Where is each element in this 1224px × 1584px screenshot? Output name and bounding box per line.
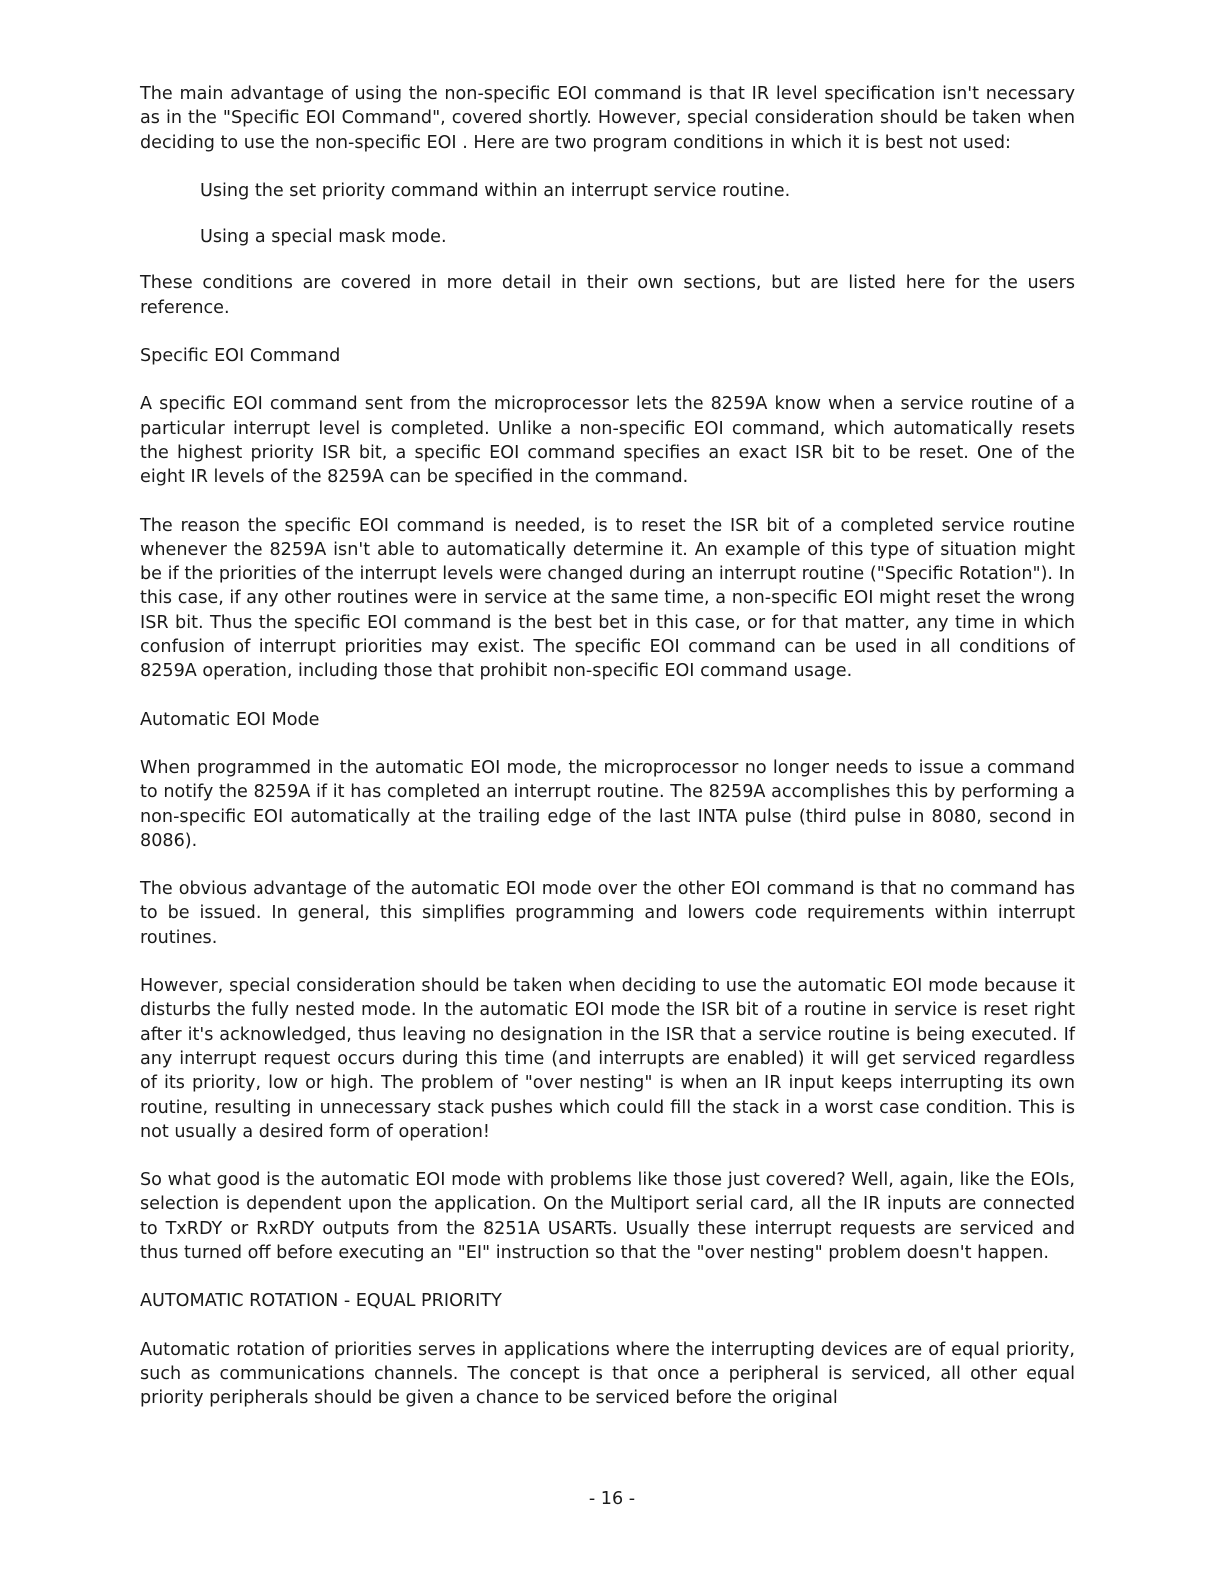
- paragraph-automatic-eoi-intro: When programmed in the automatic EOI mode, the microprocessor no longer needs to issue a command to notify the 8259A if it has completed an interrupt routine. The 8259A accomplishes this by performing a non-specific EOI automatically at the trailing edge of the last INTA pulse (third pulse in 8080, second in 8086).: [140, 757, 1075, 851]
- heading-automatic-eoi: Automatic EOI Mode: [140, 709, 320, 730]
- paragraph-conditions-reference: These conditions are covered in more detail in their own sections, but are listed here for the users reference.: [140, 273, 1075, 318]
- heading-automatic-rotation: AUTOMATIC ROTATION - EQUAL PRIORITY: [140, 1291, 502, 1312]
- document-page: [140, 82, 1075, 1434]
- heading-specific-eoi: Specific EOI Command: [140, 346, 341, 367]
- paragraph-automatic-rotation-intro: Automatic rotation of priorities serves in applications where the interrupting devices are of equal priority, such as communications channels. The concept is that once a peripheral is serviced, all other equal priority peripherals should be given a chance to be serviced before the original: [140, 1339, 1075, 1409]
- paragraph-automatic-eoi-application: So what good is the automatic EOI mode with problems like those just covered? Well, again, like the EOIs, selection is dependent upon the application. On the Multiport serial card, all the IR inputs are connected to TxRDY or RxRDY outputs from the 8251A USARTs. Usually these interrupt requests are serviced and thus turned off before executing an "EI" instruction so that the "over nesting" problem doesn't happen.: [140, 1170, 1075, 1263]
- condition-item-special-mask: Using a special mask mode.: [200, 227, 447, 248]
- paragraph-automatic-eoi-consideration: However, special consideration should be taken when deciding to use the automatic EOI mode because it disturbs the fully nested mode. In the automatic EOI mode the ISR bit of a routine in service is reset right after it's acknowledged, thus leaving no designation in the ISR that a service routine is being executed. If any interrupt request occurs during this time (and interrupts are enabled) it will get serviced regardless of its priority, low or high. The problem of "over nesting" is when an IR input keeps interrupting its own routine, resulting in unnecessary stack pushes which could fill the stack in a worst case condition. This is not usually a desired form of operation!: [140, 976, 1075, 1142]
- paragraph-automatic-eoi-advantage: The obvious advantage of the automatic EOI mode over the other EOI command is that no command has to be issued. In general, this simplifies programming and lowers code requirements within interrupt routines.: [140, 879, 1075, 948]
- paragraph-specific-eoi-intro: A specific EOI command sent from the microprocessor lets the 8259A know when a service routine of a particular interrupt level is completed. Unlike a non-specific EOI command, which automatically resets the highest priority ISR bit, a specific EOI command specifies an exact ISR bit to be reset. One of the eight IR levels of the 8259A can be specified in the command.: [140, 394, 1075, 488]
- paragraph-specific-eoi-reason: The reason the specific EOI command is needed, is to reset the ISR bit of a completed service routine whenever the 8259A isn't able to automatically determine it. An example of this type of situation might be if the priorities of the interrupt levels were changed during an interrupt routine ("Specific Rotation"). In this case, if any other routines were in service at the same time, a non-specific EOI might reset the wrong ISR bit. Thus the specific EOI command is the best bet in this case, or for that matter, any time in which confusion of interrupt priorities may exist. The specific EOI command can be used in all conditions of 8259A operation, including those that prohibit non-specific EOI command usage.: [140, 515, 1075, 682]
- paragraph-nonspecific-advantage: The main advantage of using the non-specific EOI command is that IR level specification isn't necessary as in the "Specific EOI Command", covered shortly. However, special consideration should be taken when deciding to use the non-specific EOI . Here are two program conditions in which it is best not used:: [140, 84, 1075, 153]
- condition-item-set-priority: Using the set priority command within an interrupt service routine.: [200, 180, 791, 201]
- page-number: - 16 -: [588, 1489, 636, 1509]
